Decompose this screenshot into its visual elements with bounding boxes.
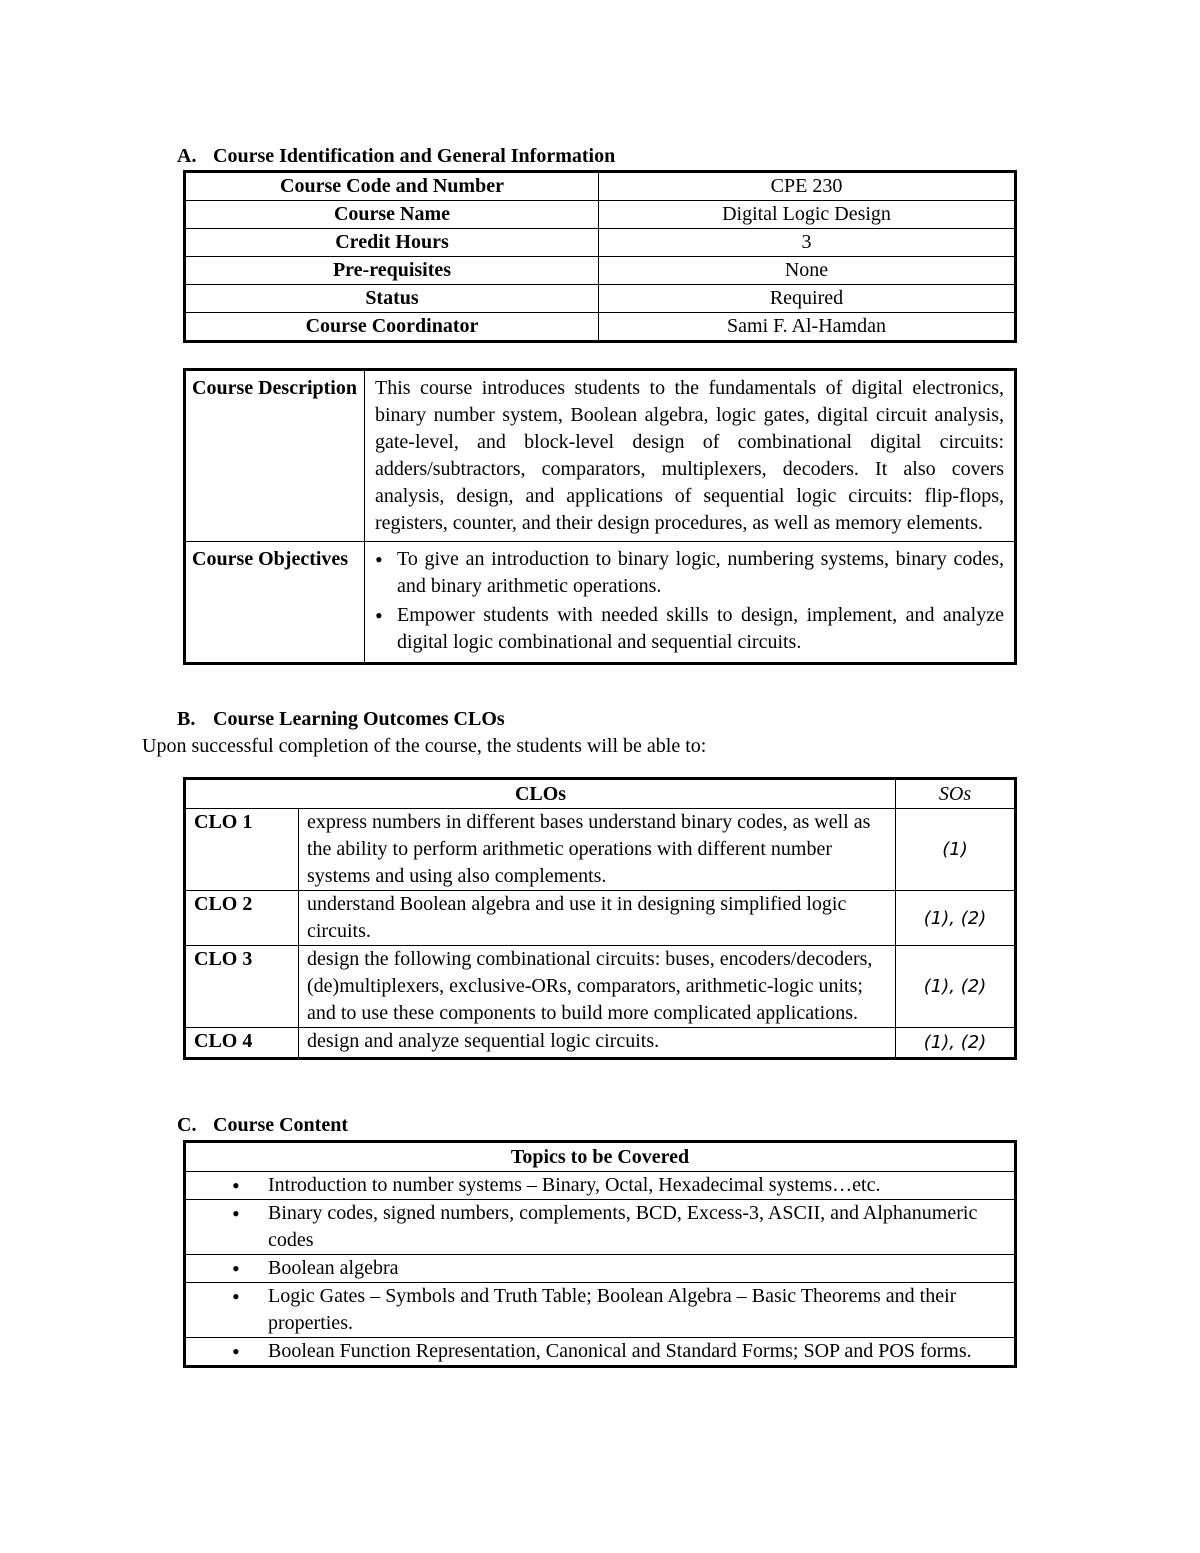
row-label: Course Coordinator bbox=[185, 313, 599, 342]
row-label: Course Code and Number bbox=[185, 172, 599, 201]
objectives-label: Course Objectives bbox=[185, 542, 365, 664]
bullet-icon: • bbox=[232, 1256, 240, 1281]
course-identification-table bbox=[183, 170, 1017, 343]
row-value: CPE 230 bbox=[599, 172, 1016, 201]
objectives-row bbox=[185, 542, 1016, 664]
section-c-letter: C. bbox=[177, 1114, 197, 1136]
topic-cell bbox=[185, 1283, 1016, 1338]
description-row bbox=[185, 370, 1016, 542]
row-label: Course Name bbox=[185, 201, 599, 229]
row-value: None bbox=[599, 257, 1016, 285]
row-value: Digital Logic Design bbox=[599, 201, 1016, 229]
table-row bbox=[185, 1255, 1016, 1283]
topic-text: Logic Gates – Symbols and Truth Table; Boolean Algebra – Basic Theorems and their properties. bbox=[268, 1285, 957, 1334]
clo-sos: (1), (2) bbox=[896, 1028, 1016, 1059]
objectives-list bbox=[375, 546, 1004, 656]
table-row bbox=[185, 172, 1016, 201]
objectives-cell bbox=[365, 542, 1016, 664]
row-value: Required bbox=[599, 285, 1016, 313]
table-row bbox=[185, 1028, 1016, 1059]
row-label: Status bbox=[185, 285, 599, 313]
section-a-heading bbox=[177, 145, 615, 168]
section-b-title: Course Learning Outcomes CLOs bbox=[213, 708, 505, 730]
table-row bbox=[185, 1200, 1016, 1255]
clo-id: CLO 1 bbox=[185, 809, 299, 891]
description-label: Course Description bbox=[185, 370, 365, 542]
course-description-table bbox=[183, 368, 1017, 665]
row-value: Sami F. Al-Hamdan bbox=[599, 313, 1016, 342]
description-text: This course introduces students to the fundamentals of digital electronics, binary number system, Boolean algebra, logic gates, digital circuit analysis, gate-level, and block-level design of combinational digital circuits: adders/subtractors, comparators, multiplexers, decoders. It also covers analysis, design, and applications of sequential logic circuits: flip-flops, registers, counter, and their design procedures, as well as memory elements. bbox=[365, 370, 1016, 542]
section-a-title: Course Identification and General Information bbox=[213, 145, 616, 167]
table-row bbox=[185, 1338, 1016, 1367]
topic-cell bbox=[185, 1255, 1016, 1283]
section-c-heading bbox=[177, 1114, 348, 1137]
sos-header: SOs bbox=[896, 779, 1016, 809]
topic-text: Introduction to number systems – Binary, Octal, Hexadecimal systems…etc. bbox=[268, 1174, 881, 1196]
table-row bbox=[185, 1172, 1016, 1200]
objective-item: • To give an introduction to binary logic, numbering systems, binary codes, and binary arithmetic operations. bbox=[397, 546, 1004, 600]
table-row bbox=[185, 891, 1016, 946]
clo-text: design the following combinational circuits: buses, encoders/decoders, (de)multiplexers, exclusive-ORs, comparators, arithmetic-logic units; and to use these components to build more complicated applications. bbox=[299, 946, 896, 1028]
table-row bbox=[185, 201, 1016, 229]
topics-header-row bbox=[185, 1142, 1016, 1172]
objective-item: • Empower students with needed skills to design, implement, and analyze digital logic combinational and sequential circuits. bbox=[397, 602, 1004, 656]
table-row bbox=[185, 946, 1016, 1028]
clo-header-row bbox=[185, 779, 1016, 809]
topics-header: Topics to be Covered bbox=[185, 1142, 1016, 1172]
clo-sos: (1), (2) bbox=[896, 891, 1016, 946]
table-row bbox=[185, 1283, 1016, 1338]
table-row bbox=[185, 313, 1016, 342]
clos-header: CLOs bbox=[185, 779, 896, 809]
section-c-title: Course Content bbox=[213, 1114, 348, 1136]
clo-id: CLO 2 bbox=[185, 891, 299, 946]
bullet-icon: • bbox=[232, 1284, 240, 1309]
section-b-heading bbox=[177, 708, 505, 731]
section-b-letter: B. bbox=[177, 708, 196, 730]
bullet-icon: • bbox=[232, 1201, 240, 1226]
topic-text: Binary codes, signed numbers, complements, BCD, Excess-3, ASCII, and Alphanumeric codes bbox=[268, 1202, 978, 1251]
course-content-table bbox=[183, 1140, 1017, 1368]
table-row bbox=[185, 285, 1016, 313]
table-row bbox=[185, 229, 1016, 257]
bullet-icon: • bbox=[232, 1173, 240, 1198]
topic-cell bbox=[185, 1200, 1016, 1255]
section-a-letter: A. bbox=[177, 145, 197, 167]
clo-sos: (1), (2) bbox=[896, 946, 1016, 1028]
topic-text: Boolean Function Representation, Canonical and Standard Forms; SOP and POS forms. bbox=[268, 1340, 972, 1362]
bullet-icon: • bbox=[232, 1339, 240, 1364]
clo-table bbox=[183, 777, 1017, 1060]
clo-sos: (1) bbox=[896, 809, 1016, 891]
clo-text: understand Boolean algebra and use it in designing simplified logic circuits. bbox=[299, 891, 896, 946]
clo-id: CLO 3 bbox=[185, 946, 299, 1028]
topic-cell bbox=[185, 1172, 1016, 1200]
table-row bbox=[185, 809, 1016, 891]
row-value: 3 bbox=[599, 229, 1016, 257]
clo-id: CLO 4 bbox=[185, 1028, 299, 1059]
topic-text: Boolean algebra bbox=[268, 1257, 399, 1279]
topic-cell bbox=[185, 1338, 1016, 1367]
row-label: Credit Hours bbox=[185, 229, 599, 257]
row-label: Pre-requisites bbox=[185, 257, 599, 285]
table-row bbox=[185, 257, 1016, 285]
clo-text: express numbers in different bases understand binary codes, as well as the ability to perform arithmetic operations with different number systems and using also complements. bbox=[299, 809, 896, 891]
section-b-intro: Upon successful completion of the course, the students will be able to: bbox=[142, 735, 707, 757]
clo-text: design and analyze sequential logic circuits. bbox=[299, 1028, 896, 1059]
